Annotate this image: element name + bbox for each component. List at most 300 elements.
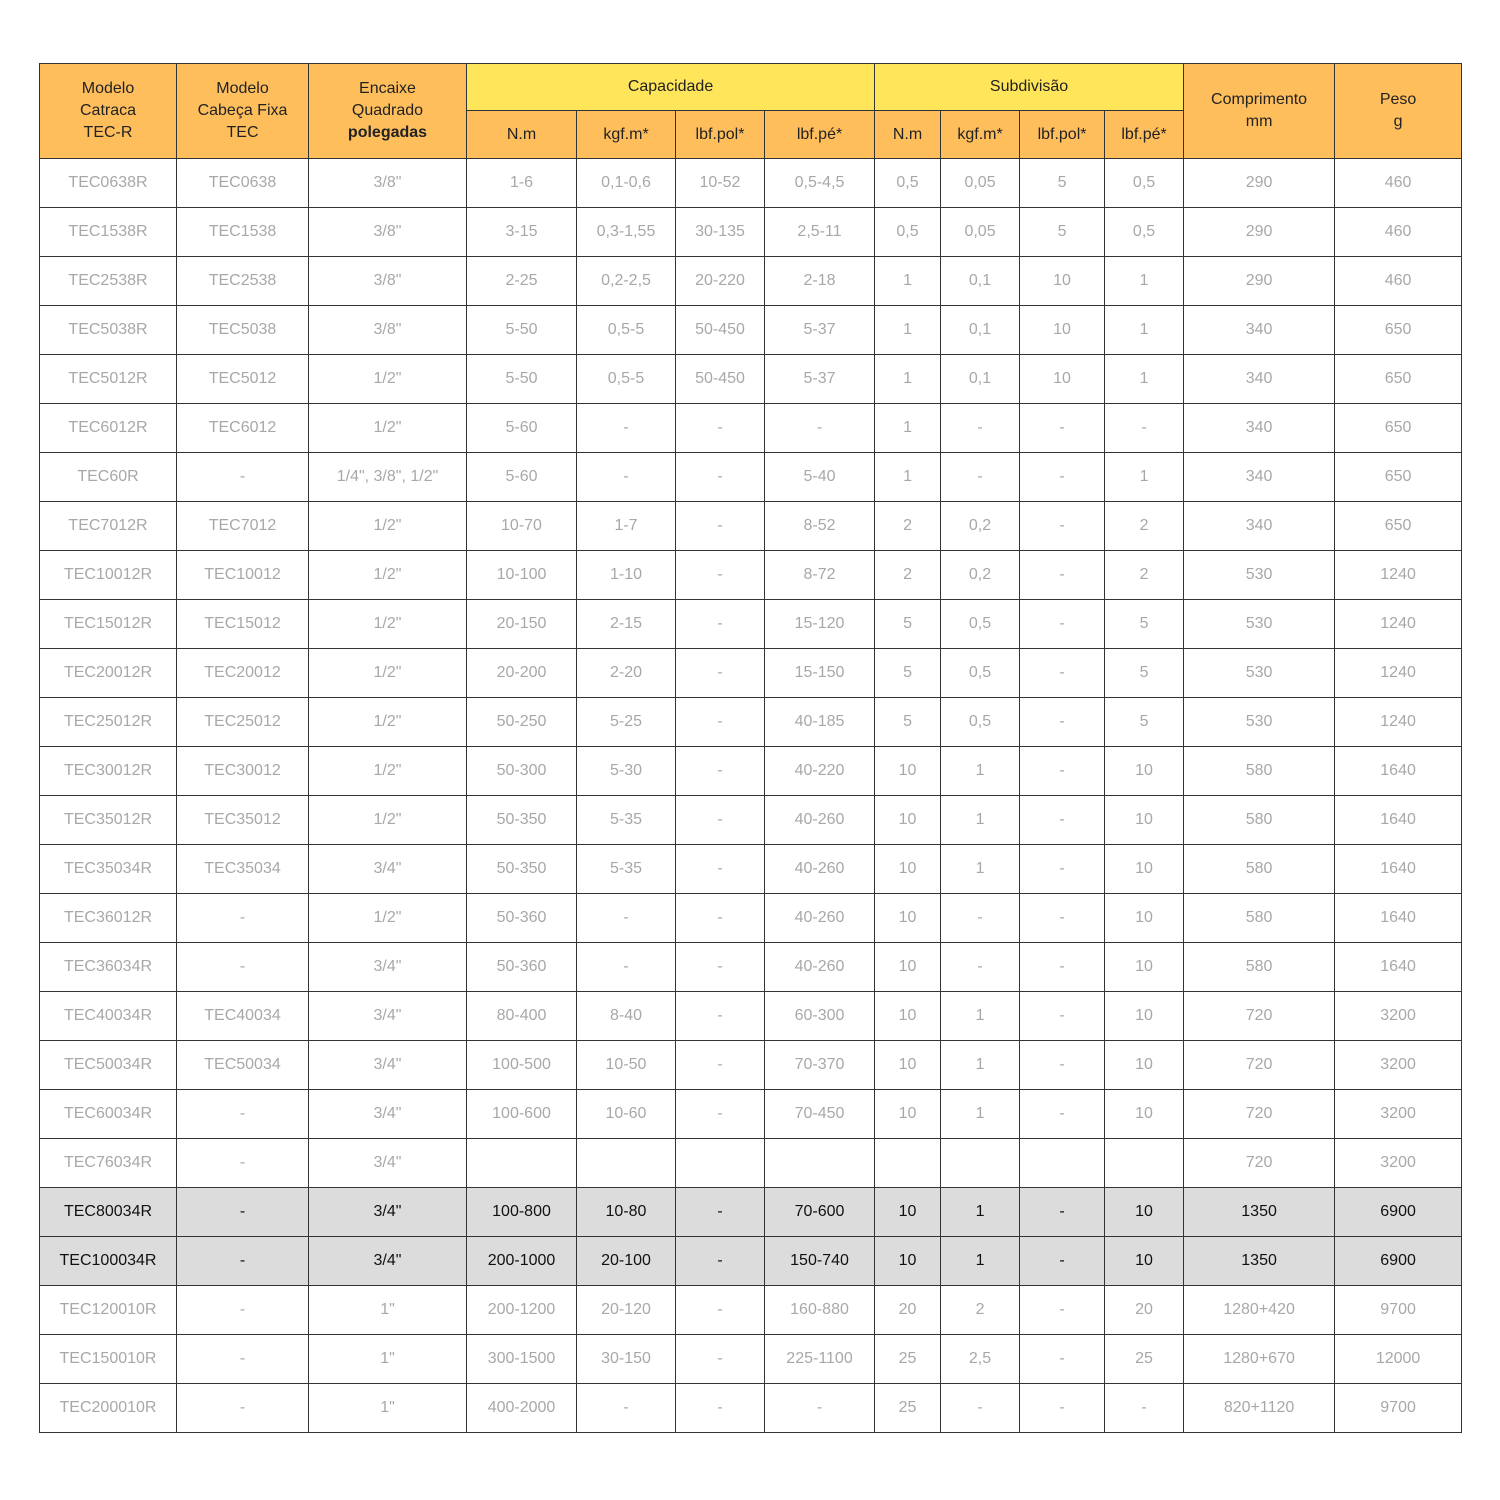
table-row <box>40 502 1462 551</box>
table-cell: - <box>177 1139 309 1188</box>
table-cell: 1 <box>875 404 941 453</box>
table-cell: 10 <box>1105 845 1184 894</box>
table-cell: 10 <box>875 1041 941 1090</box>
table-cell: 20-220 <box>676 257 765 306</box>
table-cell: 5 <box>1020 159 1105 208</box>
table-cell: 15-120 <box>765 600 875 649</box>
table-cell: 5-40 <box>765 453 875 502</box>
table-cell: 70-370 <box>765 1041 875 1090</box>
table-row <box>40 404 1462 453</box>
table-cell: 720 <box>1184 1139 1335 1188</box>
table-cell: 720 <box>1184 1090 1335 1139</box>
torque-wrench-spec-table <box>39 63 1462 1433</box>
table-cell: 3200 <box>1335 992 1462 1041</box>
table-cell: 50-360 <box>467 894 577 943</box>
table-cell: 3200 <box>1335 1041 1462 1090</box>
table-cell: 200-1000 <box>467 1237 577 1286</box>
table-cell: 1/2" <box>309 502 467 551</box>
table-cell: 0,5 <box>875 208 941 257</box>
table-cell: 530 <box>1184 698 1335 747</box>
table-row <box>40 1286 1462 1335</box>
table-cell: 10 <box>1105 894 1184 943</box>
table-cell: 5 <box>875 600 941 649</box>
table-cell: 1/2" <box>309 894 467 943</box>
table-cell: 50-350 <box>467 796 577 845</box>
table-cell: 1 <box>941 1237 1020 1286</box>
table-cell: 10 <box>875 1237 941 1286</box>
table-cell: 5 <box>875 698 941 747</box>
table-cell: - <box>676 502 765 551</box>
table-cell: - <box>941 1384 1020 1433</box>
table-cell: 8-72 <box>765 551 875 600</box>
table-row <box>40 1384 1462 1433</box>
table-cell: 10-100 <box>467 551 577 600</box>
table-cell: 1/4", 3/8", 1/2" <box>309 453 467 502</box>
table-cell: 10 <box>875 747 941 796</box>
table-cell: TEC15012R <box>40 600 177 649</box>
table-cell: 0,2 <box>941 551 1020 600</box>
table-cell: 0,5 <box>941 600 1020 649</box>
table-cell: 340 <box>1184 355 1335 404</box>
table-cell: 530 <box>1184 600 1335 649</box>
table-row <box>40 1090 1462 1139</box>
table-cell: 3/4" <box>309 1237 467 1286</box>
table-cell: 5-37 <box>765 355 875 404</box>
table-cell: 1280+420 <box>1184 1286 1335 1335</box>
table-cell: 5-35 <box>577 796 676 845</box>
table-cell: 10 <box>875 796 941 845</box>
table-cell: TEC25012 <box>177 698 309 747</box>
table-cell: 1" <box>309 1384 467 1433</box>
table-cell: 530 <box>1184 649 1335 698</box>
table-cell: - <box>676 747 765 796</box>
table-row <box>40 355 1462 404</box>
table-cell: - <box>177 1335 309 1384</box>
table-row <box>40 453 1462 502</box>
table-cell <box>941 1139 1020 1188</box>
table-cell: TEC200010R <box>40 1384 177 1433</box>
table-cell: 10 <box>1105 1237 1184 1286</box>
table-cell: - <box>1020 796 1105 845</box>
table-cell: 100-600 <box>467 1090 577 1139</box>
table-cell: 200-1200 <box>467 1286 577 1335</box>
table-cell: 225-1100 <box>765 1335 875 1384</box>
table-cell: TEC1538 <box>177 208 309 257</box>
table-cell: 1280+670 <box>1184 1335 1335 1384</box>
table-cell: - <box>1020 1286 1105 1335</box>
table-cell: 160-880 <box>765 1286 875 1335</box>
table-cell: 70-450 <box>765 1090 875 1139</box>
table-cell: TEC60034R <box>40 1090 177 1139</box>
table-row <box>40 159 1462 208</box>
table-cell: 10-60 <box>577 1090 676 1139</box>
table-cell <box>1020 1139 1105 1188</box>
table-row <box>40 1188 1462 1237</box>
table-cell: 0,3-1,55 <box>577 208 676 257</box>
table-cell: - <box>177 453 309 502</box>
table-cell: 10-50 <box>577 1041 676 1090</box>
table-cell: 20-150 <box>467 600 577 649</box>
table-cell: - <box>676 1335 765 1384</box>
table-cell: 0,5 <box>941 698 1020 747</box>
table-cell: 340 <box>1184 502 1335 551</box>
table-cell: 1-10 <box>577 551 676 600</box>
table-cell: 1 <box>941 845 1020 894</box>
table-cell: TEC5012R <box>40 355 177 404</box>
table-cell <box>1105 1139 1184 1188</box>
table-cell: 1 <box>875 257 941 306</box>
table-cell: 300-1500 <box>467 1335 577 1384</box>
table-cell: 50-450 <box>676 355 765 404</box>
table-cell: 0,1-0,6 <box>577 159 676 208</box>
table-cell: 10-80 <box>577 1188 676 1237</box>
table-cell: 10-70 <box>467 502 577 551</box>
table-cell: 1240 <box>1335 649 1462 698</box>
table-cell: 3-15 <box>467 208 577 257</box>
table-cell: TEC25012R <box>40 698 177 747</box>
table-cell: 1 <box>875 355 941 404</box>
table-cell <box>676 1139 765 1188</box>
table-cell: 1/2" <box>309 649 467 698</box>
table-cell: 1640 <box>1335 845 1462 894</box>
table-cell: TEC35012 <box>177 796 309 845</box>
table-cell: 650 <box>1335 404 1462 453</box>
table-cell: 0,5 <box>941 649 1020 698</box>
header-modelo-catraca: Modelo Catraca TEC-R <box>40 64 177 159</box>
table-cell: 3/8" <box>309 159 467 208</box>
table-cell: 5-60 <box>467 453 577 502</box>
table-cell: TEC40034R <box>40 992 177 1041</box>
table-cell: - <box>941 943 1020 992</box>
table-cell: 25 <box>875 1384 941 1433</box>
table-cell: TEC120010R <box>40 1286 177 1335</box>
table-cell: 5-60 <box>467 404 577 453</box>
table-cell: 1/2" <box>309 404 467 453</box>
table-cell: 2,5 <box>941 1335 1020 1384</box>
table-cell: 40-260 <box>765 845 875 894</box>
table-cell: TEC76034R <box>40 1139 177 1188</box>
table-cell: 10 <box>1105 1188 1184 1237</box>
table-cell: - <box>1020 1237 1105 1286</box>
table-cell: 10 <box>875 845 941 894</box>
table-cell: - <box>676 1090 765 1139</box>
table-cell: TEC36012R <box>40 894 177 943</box>
table-cell: 50-450 <box>676 306 765 355</box>
table-cell: 50-300 <box>467 747 577 796</box>
table-cell: - <box>1020 502 1105 551</box>
table-cell: 80-400 <box>467 992 577 1041</box>
table-cell <box>765 1139 875 1188</box>
table-cell: 650 <box>1335 306 1462 355</box>
table-cell: - <box>1020 1335 1105 1384</box>
table-cell: 2,5-11 <box>765 208 875 257</box>
table-cell: 1 <box>875 453 941 502</box>
table-cell: 2-18 <box>765 257 875 306</box>
table-cell: 40-260 <box>765 894 875 943</box>
table-cell: TEC7012R <box>40 502 177 551</box>
table-cell: TEC80034R <box>40 1188 177 1237</box>
table-cell: 400-2000 <box>467 1384 577 1433</box>
table-cell: 25 <box>875 1335 941 1384</box>
table-cell: TEC20012 <box>177 649 309 698</box>
table-cell: 5 <box>1105 649 1184 698</box>
table-cell: 580 <box>1184 943 1335 992</box>
table-cell: 0,5-5 <box>577 306 676 355</box>
table-cell: - <box>1020 747 1105 796</box>
table-cell: 720 <box>1184 992 1335 1041</box>
table-cell: - <box>676 894 765 943</box>
table-cell: 5 <box>1105 600 1184 649</box>
table-cell: TEC50034R <box>40 1041 177 1090</box>
table-cell: TEC30012R <box>40 747 177 796</box>
table-cell: - <box>676 992 765 1041</box>
header-subdivisao-nm: N.m <box>875 111 941 159</box>
table-cell: 5 <box>1105 698 1184 747</box>
table-cell: 0,05 <box>941 208 1020 257</box>
table-cell: 6900 <box>1335 1237 1462 1286</box>
table-cell: 20 <box>875 1286 941 1335</box>
table-cell <box>467 1139 577 1188</box>
table-row <box>40 600 1462 649</box>
table-cell: 1640 <box>1335 747 1462 796</box>
table-cell: 0,1 <box>941 257 1020 306</box>
table-cell: 1640 <box>1335 943 1462 992</box>
table-cell: 10 <box>1105 747 1184 796</box>
table-row <box>40 894 1462 943</box>
table-cell: 650 <box>1335 502 1462 551</box>
table-cell: TEC36034R <box>40 943 177 992</box>
table-cell: 10 <box>1020 257 1105 306</box>
table-cell: TEC40034 <box>177 992 309 1041</box>
table-cell: - <box>177 1384 309 1433</box>
table-cell: 10 <box>875 894 941 943</box>
table-cell: TEC15012 <box>177 600 309 649</box>
table-cell: - <box>1020 649 1105 698</box>
table-cell: 1640 <box>1335 796 1462 845</box>
table-cell: TEC35034 <box>177 845 309 894</box>
table-cell: 5 <box>1020 208 1105 257</box>
table-row <box>40 1139 1462 1188</box>
table-cell: 820+1120 <box>1184 1384 1335 1433</box>
table-cell: 3/8" <box>309 257 467 306</box>
table-cell: TEC150010R <box>40 1335 177 1384</box>
table-cell: 40-260 <box>765 943 875 992</box>
table-row <box>40 1335 1462 1384</box>
header-capacidade: Capacidade <box>467 64 875 111</box>
table-row <box>40 698 1462 747</box>
table-row <box>40 551 1462 600</box>
table-cell: TEC10012R <box>40 551 177 600</box>
table-cell: - <box>1020 698 1105 747</box>
table-cell: - <box>1020 992 1105 1041</box>
table-cell: - <box>177 943 309 992</box>
table-cell: - <box>765 404 875 453</box>
table-cell: - <box>676 1041 765 1090</box>
table-cell: 0,5 <box>875 159 941 208</box>
table-cell: - <box>676 453 765 502</box>
table-cell: 1240 <box>1335 600 1462 649</box>
table-cell: 9700 <box>1335 1384 1462 1433</box>
table-cell: 1 <box>941 796 1020 845</box>
table-cell: - <box>941 894 1020 943</box>
table-cell: 1/2" <box>309 551 467 600</box>
table-cell: 2 <box>1105 551 1184 600</box>
table-cell: 30-150 <box>577 1335 676 1384</box>
table-row <box>40 845 1462 894</box>
table-cell: 1 <box>875 306 941 355</box>
table-cell: 10-52 <box>676 159 765 208</box>
table-cell: 650 <box>1335 453 1462 502</box>
table-cell: TEC35034R <box>40 845 177 894</box>
table-cell <box>577 1139 676 1188</box>
table-cell: 5-50 <box>467 355 577 404</box>
table-cell: 1-6 <box>467 159 577 208</box>
table-cell: TEC20012R <box>40 649 177 698</box>
table-cell: 10 <box>1105 1090 1184 1139</box>
table-cell: - <box>676 1286 765 1335</box>
table-cell: 5-35 <box>577 845 676 894</box>
table-cell: - <box>1020 1384 1105 1433</box>
table-cell: - <box>1020 1090 1105 1139</box>
table-cell: 20-120 <box>577 1286 676 1335</box>
table-cell: 580 <box>1184 747 1335 796</box>
table-cell: 0,2 <box>941 502 1020 551</box>
table-cell: 0,05 <box>941 159 1020 208</box>
table-cell: 650 <box>1335 355 1462 404</box>
table-cell: TEC7012 <box>177 502 309 551</box>
header-subdivisao: Subdivisão <box>875 64 1184 111</box>
table-cell: 0,5-5 <box>577 355 676 404</box>
table-cell: 50-360 <box>467 943 577 992</box>
table-row <box>40 1237 1462 1286</box>
table-cell: 340 <box>1184 453 1335 502</box>
table-cell: 3/4" <box>309 845 467 894</box>
table-cell: 2-20 <box>577 649 676 698</box>
table-cell: - <box>177 1286 309 1335</box>
header-row-main <box>40 64 1462 111</box>
table-cell: 1350 <box>1184 1237 1335 1286</box>
header-modelo-cabeca-fixa: Modelo Cabeça Fixa TEC <box>177 64 309 159</box>
table-cell: - <box>676 796 765 845</box>
table-row <box>40 1041 1462 1090</box>
table-cell: 3200 <box>1335 1139 1462 1188</box>
table-cell: 6900 <box>1335 1188 1462 1237</box>
table-cell: 5-30 <box>577 747 676 796</box>
table-row <box>40 649 1462 698</box>
table-cell: 1" <box>309 1286 467 1335</box>
header-subdivisao-lbfpol: lbf.pol* <box>1020 111 1105 159</box>
table-cell: 460 <box>1335 159 1462 208</box>
table-cell: 60-300 <box>765 992 875 1041</box>
table-cell: - <box>765 1384 875 1433</box>
table-cell: 10 <box>875 1090 941 1139</box>
table-body <box>40 159 1462 1433</box>
table-cell: 8-52 <box>765 502 875 551</box>
table-cell: 1240 <box>1335 698 1462 747</box>
header-capacidade-lbfpe: lbf.pé* <box>765 111 875 159</box>
table-cell: TEC5038R <box>40 306 177 355</box>
table-cell: 1 <box>1105 257 1184 306</box>
table-cell: 2 <box>875 502 941 551</box>
header-encaixe-quadrado: Encaixe Quadrado polegadas <box>309 64 467 159</box>
table-cell: 580 <box>1184 845 1335 894</box>
table-cell: 3/8" <box>309 306 467 355</box>
table-cell: 3200 <box>1335 1090 1462 1139</box>
table-cell: 0,2-2,5 <box>577 257 676 306</box>
table-cell: - <box>1020 943 1105 992</box>
table-cell: 50-350 <box>467 845 577 894</box>
table-cell: 0,5 <box>1105 159 1184 208</box>
header-capacidade-kgfm: kgf.m* <box>577 111 676 159</box>
table-row <box>40 992 1462 1041</box>
table-cell: 3/4" <box>309 1188 467 1237</box>
table-cell: TEC1538R <box>40 208 177 257</box>
table-cell: 1 <box>1105 355 1184 404</box>
table-cell <box>875 1139 941 1188</box>
table-cell: 340 <box>1184 306 1335 355</box>
table-cell: - <box>676 943 765 992</box>
table-row <box>40 306 1462 355</box>
table-cell: 1240 <box>1335 551 1462 600</box>
table-cell: - <box>676 649 765 698</box>
table-cell: 40-185 <box>765 698 875 747</box>
table-cell: TEC2538 <box>177 257 309 306</box>
table-cell: 2 <box>941 1286 1020 1335</box>
table-cell: 460 <box>1335 257 1462 306</box>
header-peso: Peso g <box>1335 64 1462 159</box>
table-cell: - <box>177 1188 309 1237</box>
table-cell: - <box>1020 1041 1105 1090</box>
table-cell: 3/4" <box>309 1139 467 1188</box>
table-cell: 10 <box>1020 306 1105 355</box>
table-cell: 12000 <box>1335 1335 1462 1384</box>
table-row <box>40 943 1462 992</box>
table-cell: - <box>1020 404 1105 453</box>
table-cell: 1/2" <box>309 796 467 845</box>
table-cell: - <box>941 404 1020 453</box>
table-cell: 5 <box>875 649 941 698</box>
table-cell: TEC0638R <box>40 159 177 208</box>
table-cell: TEC2538R <box>40 257 177 306</box>
header-subdivisao-lbfpe: lbf.pé* <box>1105 111 1184 159</box>
table-cell: 10 <box>875 1188 941 1237</box>
table-cell: 580 <box>1184 894 1335 943</box>
table-cell: 20 <box>1105 1286 1184 1335</box>
table-cell: 10 <box>1020 355 1105 404</box>
table-cell: - <box>676 1188 765 1237</box>
table-cell: 1/2" <box>309 747 467 796</box>
table-cell: 0,1 <box>941 355 1020 404</box>
table-cell: - <box>1020 551 1105 600</box>
table-cell: - <box>676 845 765 894</box>
table-cell: 20-100 <box>577 1237 676 1286</box>
table-cell: TEC10012 <box>177 551 309 600</box>
table-cell: 1 <box>941 747 1020 796</box>
table-row <box>40 796 1462 845</box>
table-cell: TEC100034R <box>40 1237 177 1286</box>
table-cell: 1/2" <box>309 355 467 404</box>
table-cell: - <box>577 943 676 992</box>
table-cell: 0,5 <box>1105 208 1184 257</box>
table-cell: - <box>676 551 765 600</box>
table-cell: 1/2" <box>309 600 467 649</box>
table-cell: - <box>676 1384 765 1433</box>
table-cell: 40-220 <box>765 747 875 796</box>
table-cell: 30-135 <box>676 208 765 257</box>
table-cell: TEC60R <box>40 453 177 502</box>
table-cell: - <box>676 1237 765 1286</box>
table-cell: - <box>1105 1384 1184 1433</box>
